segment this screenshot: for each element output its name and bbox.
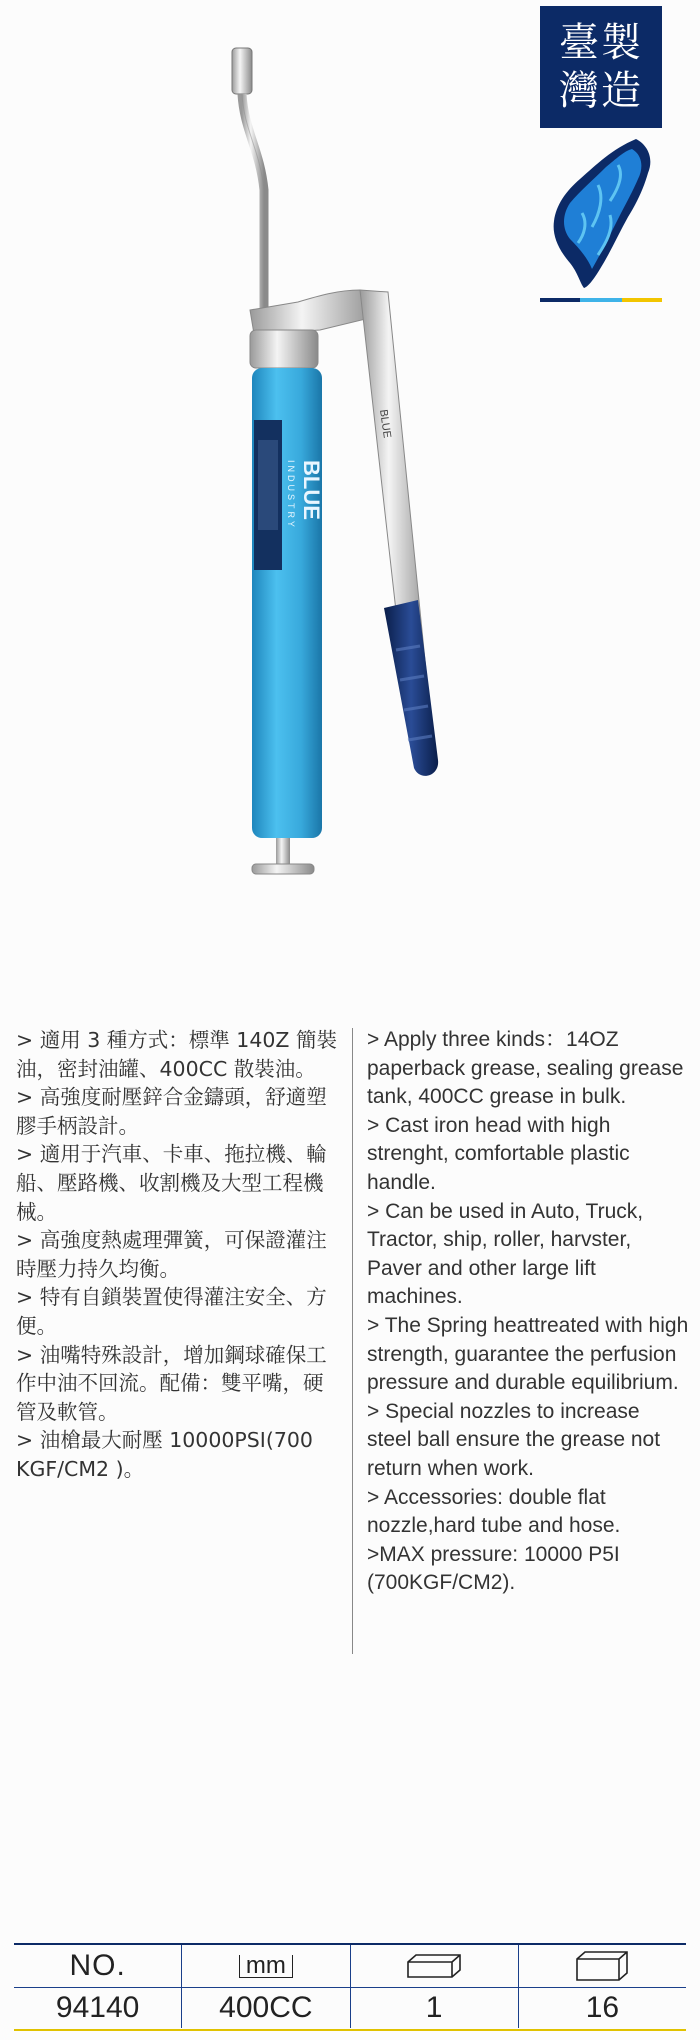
barrel-brand: BLUE [299,460,324,520]
feature-en-3: > Can be used in Auto, Truck, Tractor, ship, roller, harvster, Paver and other large lift machines. [367,1199,644,1309]
spec-header-row [14,1945,686,1988]
feature-en-6: > Accessories: double flat nozzle,hard tube and hose. [367,1485,621,1538]
made-in-taiwan-badge [540,6,662,128]
spec-capacity: 400CC [181,1988,349,2028]
features-chinese [16,1026,341,1484]
spec-table [14,1943,686,2031]
spec-model-number: 94140 [55,1991,140,2024]
feature-zh-2: > 高強度耐壓鋅合金鑄頭，舒適塑膠手柄設計。 [16,1085,327,1138]
spec-inner-qty: 1 [350,1988,518,2028]
inner-box-icon [404,1952,464,1980]
feature-zh-3: > 適用于汽車、卡車、拖拉機、輪船、壓路機、收割機及大型工程機械。 [16,1142,327,1224]
taiwan-map-icon [548,135,658,290]
feature-en-1: > Apply three kinds：14OZ paperback grease, sealing grease tank, 400CC grease in bulk. [367,1028,684,1109]
feature-zh-1: > 適用 3 種方式：標準 140Z 簡裝油，密封油罐、400CC 散裝油。 [16,1028,337,1081]
handle-mark: BLUE [377,408,393,439]
feature-zh-7: > 油槍最大耐壓 10000PSI(700 KGF/CM2 )。 [16,1428,313,1481]
mm-unit-label: mm [245,1951,286,1979]
feature-zh-6: > 油嘴特殊設計，增加鋼球確保工作中油不回流。配備：雙平嘴，硬管及軟管。 [16,1342,327,1424]
feature-en-4: > The Spring heattreated with high strength, guarantee the perfusion pressure and durable equilibrium. [367,1313,689,1395]
spec-header-carton [518,1945,686,1987]
carton-box-icon [573,1949,631,1983]
barrel-subtitle: INDUSTRY [286,460,296,530]
feature-en-2: > Cast iron head with high strenght, comfortable plastic handle. [367,1113,630,1194]
feature-en-5: > Special nozzles to increase steel ball ensure the grease not return when work. [367,1399,661,1480]
color-stripe-navy [540,298,580,302]
spec-carton-qty: 16 [518,1988,686,2028]
feature-en-7: >MAX pressure: 10000 P5I (700KGF/CM2). [367,1542,620,1595]
column-divider [352,1028,353,1654]
feature-zh-5: > 特有自鎖裝置使得灌注安全、方便。 [16,1285,327,1338]
ruler-icon [239,1951,293,1979]
spec-value-row [14,1988,686,2028]
badge-line-1: 臺製 [559,20,643,66]
spec-header-mm [181,1945,349,1987]
features-english [367,1026,689,1598]
spec-header-no [14,1945,181,1987]
model-number-header: NO. [69,1949,126,1982]
color-stripe-yellow [622,298,662,302]
spec-header-inner [350,1945,518,1987]
grease-gun-image [220,40,460,880]
color-stripe-light [580,298,622,302]
feature-zh-4: > 高強度熱處理彈簧，可保證灌注時壓力持久均衡。 [16,1228,327,1281]
badge-line-2: 灣造 [559,68,643,114]
